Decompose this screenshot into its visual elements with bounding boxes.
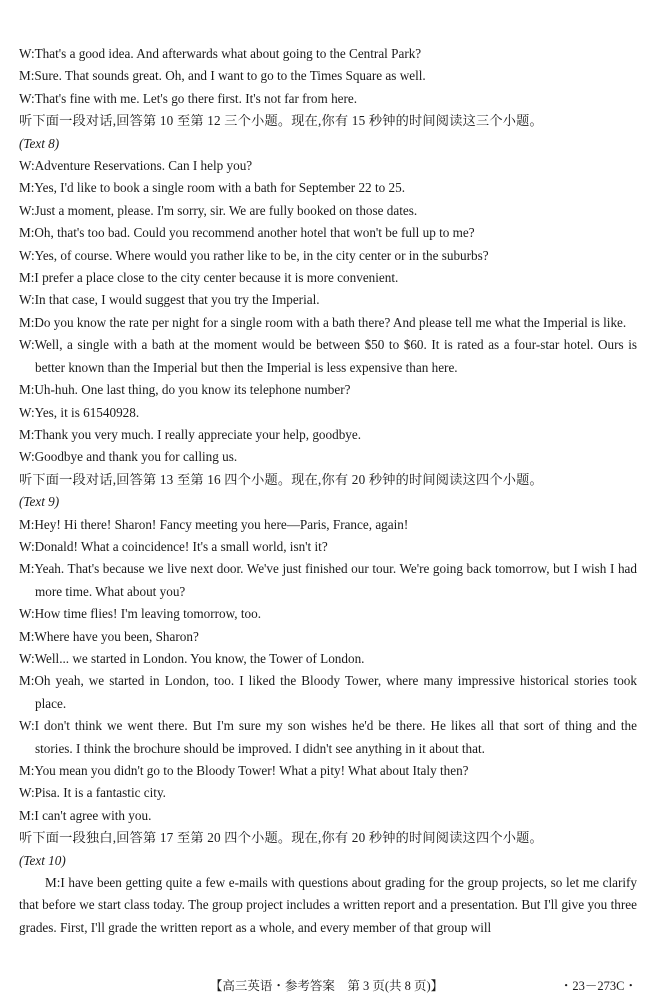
dialogue-line: M:Sure. That sounds great. Oh, and I want to go to the Times Square as well. bbox=[19, 68, 426, 84]
dialogue-line: W:Donald! What a coincidence! It's a small world, isn't it? bbox=[19, 538, 328, 554]
dialogue-line: M:Oh yeah, we started in London, too. I liked the Bloody Tower, where many impressive historical stories took place. bbox=[19, 673, 637, 711]
dialogue-line: M:Where have you been, Sharon? bbox=[19, 628, 199, 644]
page-footer bbox=[0, 976, 653, 994]
section-label: (Text 9) bbox=[19, 494, 60, 510]
instruction-line: 听下面一段对话,回答第 13 至第 16 四个小题。现在,你有 20 秒钟的时间阅读这四个小题。 bbox=[19, 471, 543, 487]
dialogue-line: M:Do you know the rate per night for a single room with a bath there? And please tell me what the Imperial is like. bbox=[19, 314, 627, 330]
dialogue-line: W:I don't think we went there. But I'm sure my son wishes he'd be there. He likes all that sort of thing and the stories. I think the brochure should be improved. I didn't see anything in it about that. bbox=[19, 718, 637, 756]
page-content bbox=[19, 43, 637, 939]
dialogue-line: W:How time flies! I'm leaving tomorrow, too. bbox=[19, 606, 262, 622]
instruction-line: 听下面一段独白,回答第 17 至第 20 四个小题。现在,你有 20 秒钟的时间阅读这四个小题。 bbox=[19, 830, 543, 846]
dialogue-line: M:Yeah. That's because we live next door. We've just finished our tour. We're going back tomorrow, but I wish I had more time. What about you? bbox=[19, 561, 637, 599]
dialogue-line: M:I prefer a place close to the city center because it is more convenient. bbox=[19, 270, 399, 286]
dialogue-line: W:Well... we started in London. You know, the Tower of London. bbox=[19, 650, 365, 666]
dialogue-line: W:That's a good idea. And afterwards what about going to the Central Park? bbox=[19, 46, 422, 61]
dialogue-line: W:That's fine with me. Let's go there first. It's not far from here. bbox=[19, 90, 358, 106]
dialogue-line: W:Yes, of course. Where would you rather like to be, in the city center or in the suburbs? bbox=[19, 247, 489, 263]
dialogue-line: W:Yes, it is 61540928. bbox=[19, 404, 140, 420]
section-label: (Text 8) bbox=[19, 135, 60, 151]
footer-title: 【高三英语・参考答案 第 3 页(共 8 页)】 bbox=[209, 979, 444, 993]
dialogue-line: M:Thank you very much. I really appreciate your help, goodbye. bbox=[19, 426, 362, 442]
dialogue-line: W:Pisa. It is a fantastic city. bbox=[19, 785, 166, 801]
dialogue-line: M:Oh, that's too bad. Could you recommend another hotel that won't be full up to me? bbox=[19, 225, 475, 241]
dialogue-line: M:Hey! Hi there! Sharon! Fancy meeting you here—Paris, France, again! bbox=[19, 516, 409, 532]
monologue-paragraph: M:I have been getting quite a few e-mails with questions about grading for the group projects, so let me clarify that before we start class today. The group project includes a written report and a presentation. But I'll give you three grades. First, I'll grade the written report as a whole, and every member of that group will bbox=[19, 875, 637, 935]
footer-code: ・23－273C・ bbox=[559, 979, 637, 993]
dialogue-line: M:Yes, I'd like to book a single room with a bath for September 22 to 25. bbox=[19, 180, 405, 196]
dialogue-line: M:Uh-huh. One last thing, do you know its telephone number? bbox=[19, 382, 351, 398]
instruction-line: 听下面一段对话,回答第 10 至第 12 三个小题。现在,你有 15 秒钟的时间阅读这三个小题。 bbox=[19, 113, 543, 129]
dialogue-line: W:In that case, I would suggest that you try the Imperial. bbox=[19, 292, 320, 308]
dialogue-line: M:I can't agree with you. bbox=[19, 807, 152, 823]
dialogue-line: W:Adventure Reservations. Can I help you? bbox=[19, 158, 253, 174]
dialogue-line: W:Just a moment, please. I'm sorry, sir. We are fully booked on those dates. bbox=[19, 202, 418, 218]
section-label: (Text 10) bbox=[19, 852, 66, 868]
dialogue-line: M:You mean you didn't go to the Bloody Tower! What a pity! What about Italy then? bbox=[19, 763, 469, 778]
dialogue-line: W:Well, a single with a bath at the moment would be between $50 to $60. It is rated as a four-star hotel. Ours is better known than the Imperial but then the Imperial is less expensive than here. bbox=[19, 337, 637, 375]
dialogue-line: W:Goodbye and thank you for calling us. bbox=[19, 449, 238, 465]
